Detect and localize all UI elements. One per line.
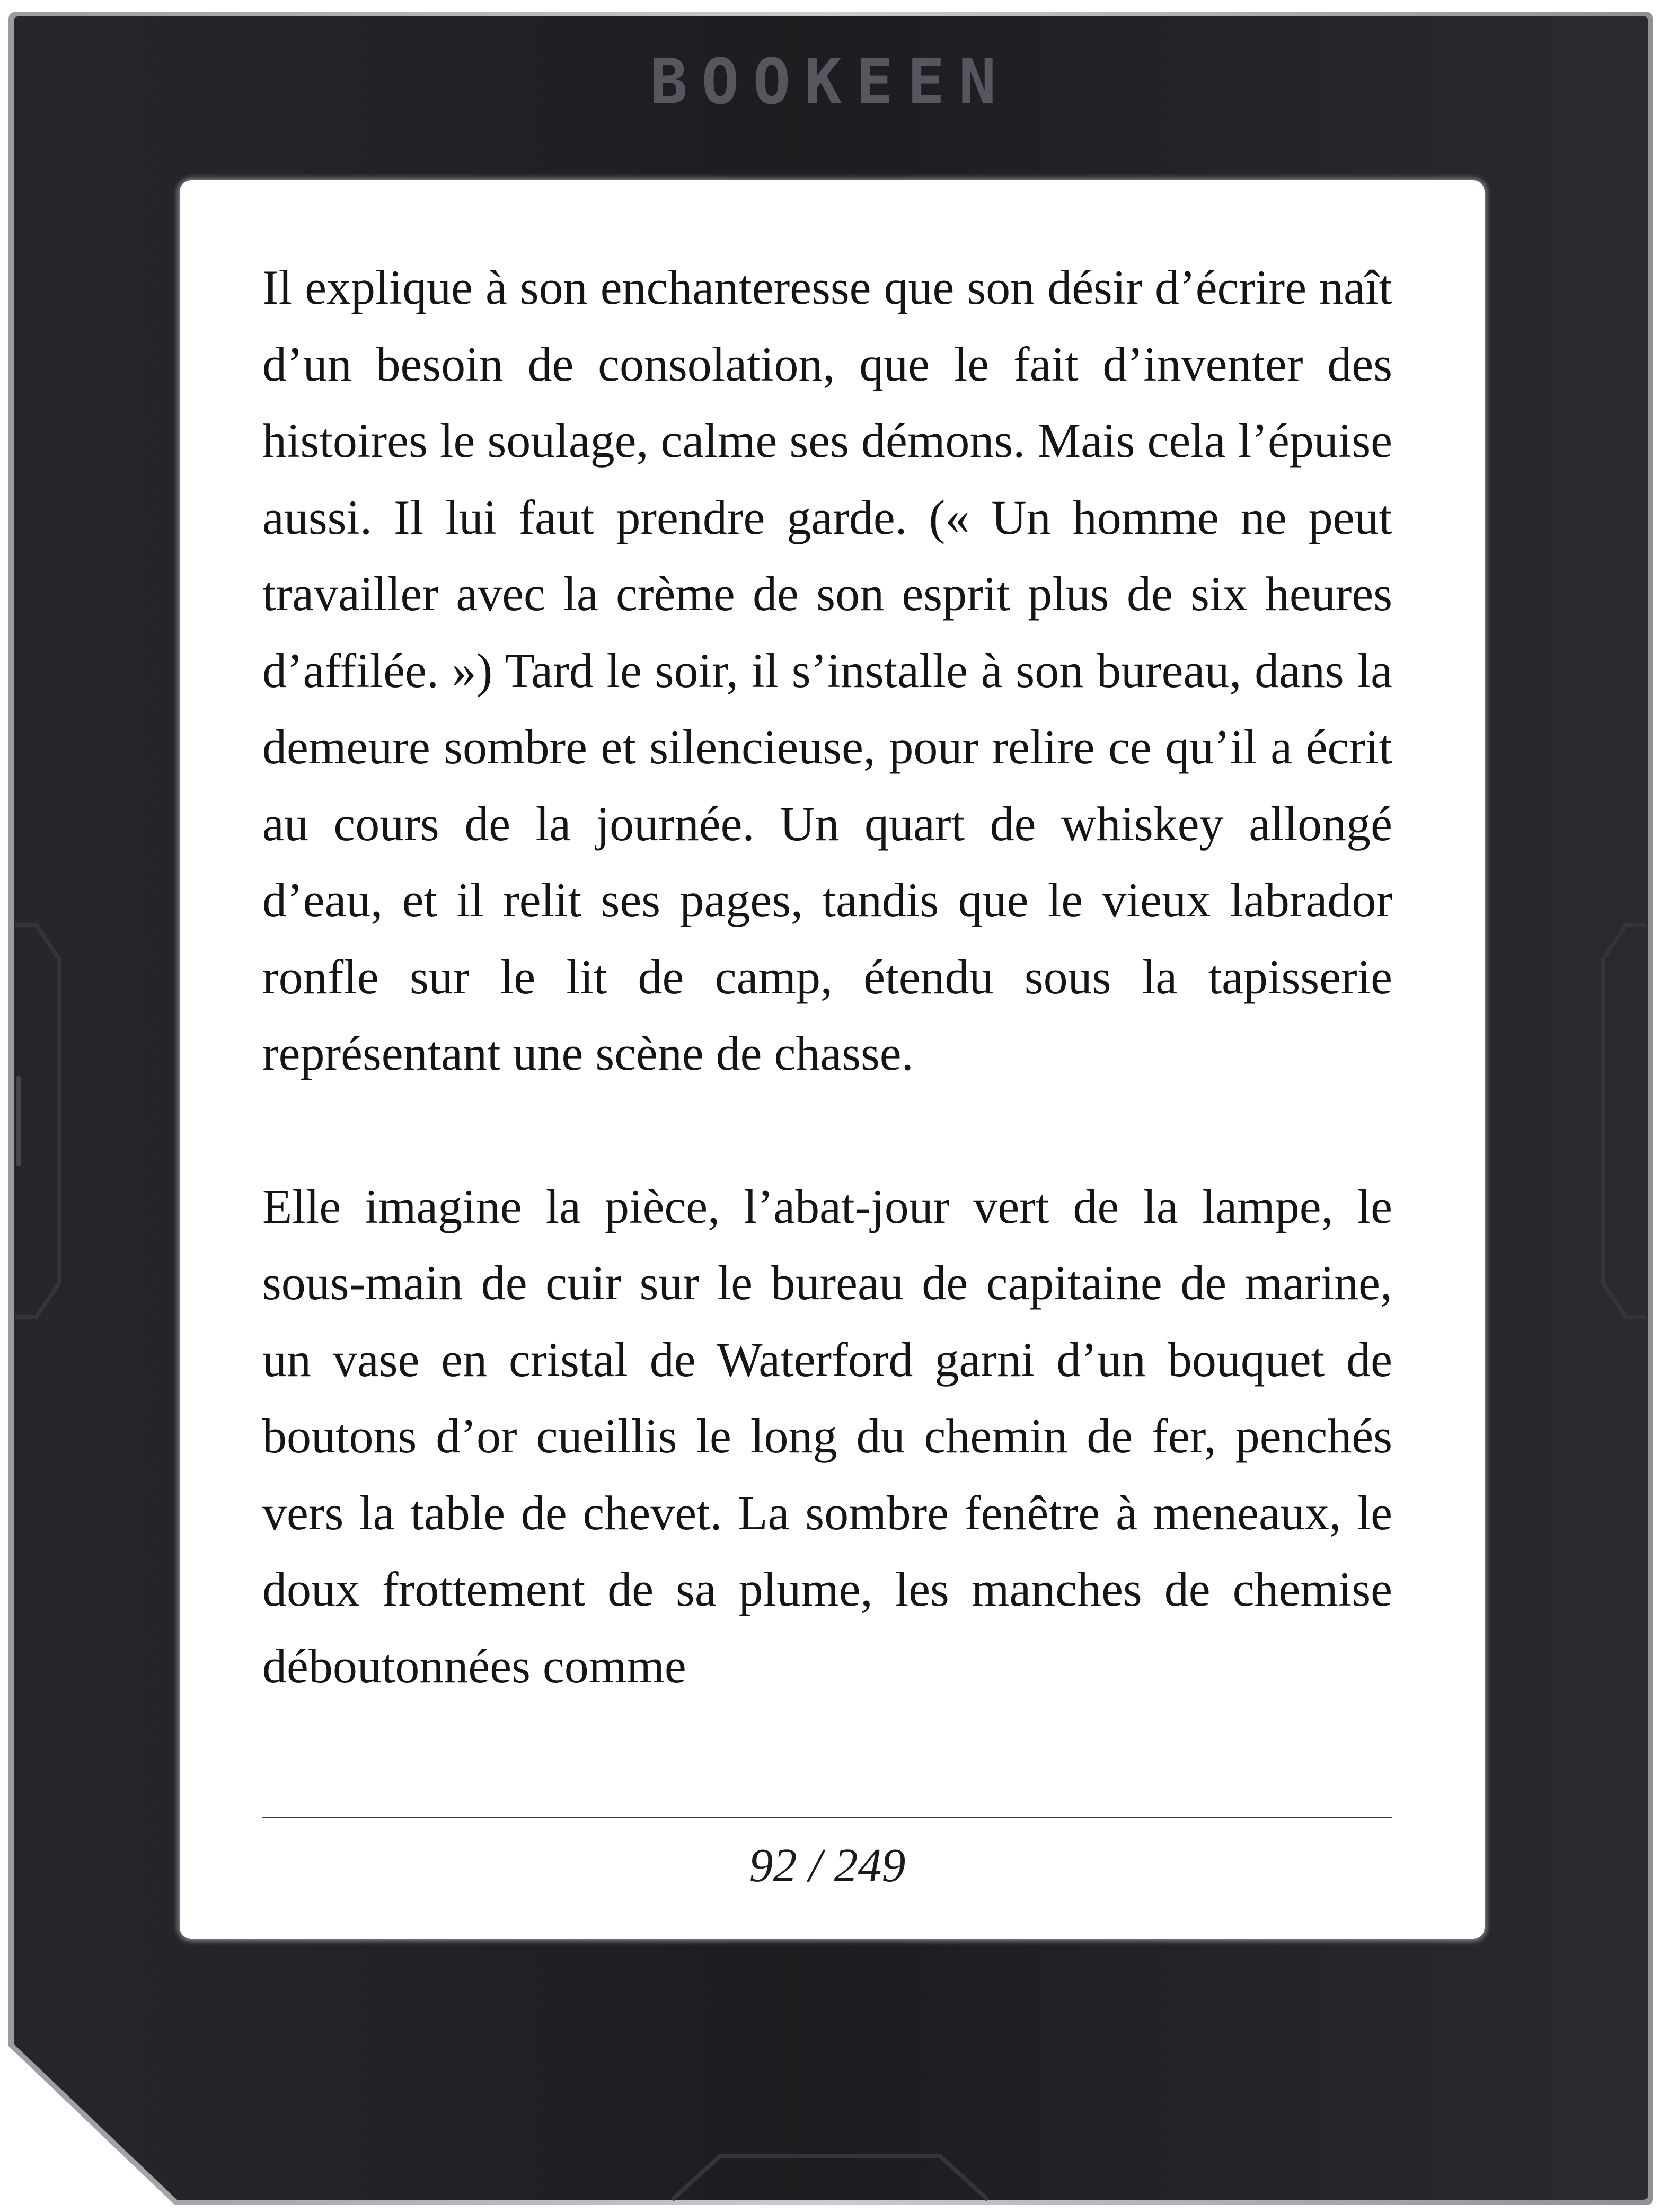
brand-logo: BOOKEEN — [650, 45, 1010, 118]
footer-divider — [262, 1817, 1392, 1818]
reading-text — [262, 249, 1392, 1704]
page-counter: 92 / 249 — [749, 1839, 906, 1892]
paragraph-2: Elle imagine la pièce, l’abat-jour vert de la lampe, le sous-main de cuir sur le bureau de capitaine de marine, un vase en cristal de Waterford garni d’un bouquet de boutons d’or cueillis le long du chemin de fer, penchés vers la table de chevet. La sombre fenêtre à meneaux, le doux frottement de sa plume, les manches de chemise déboutonnées comme — [262, 1179, 1392, 1693]
left-side-slot — [16, 1076, 21, 1166]
paragraph-1: Il explique à son enchanteresse que son désir d’écrire naît d’un besoin de consolation, que le fait d’inventer des histoires le soulage, calme ses démons. Mais cela l’épuise aussi. Il lui faut prendre garde. (« Un homme ne peut travailler avec la crème de son esprit plus de six heures d’affilée. ») Tard le soir, il s’installe à son bureau, dans la demeure sombre et silencieuse, pour relire ce qu’il a écrit au cours de la journée. Un quart de whiskey allongé d’eau, et il relit ses pages, tandis que le vieux labrador ronfle sur le lit de camp, étendu sous la tapisserie représentant une scène de chasse. — [262, 260, 1392, 1080]
eink-screen[interactable] — [180, 180, 1485, 1939]
